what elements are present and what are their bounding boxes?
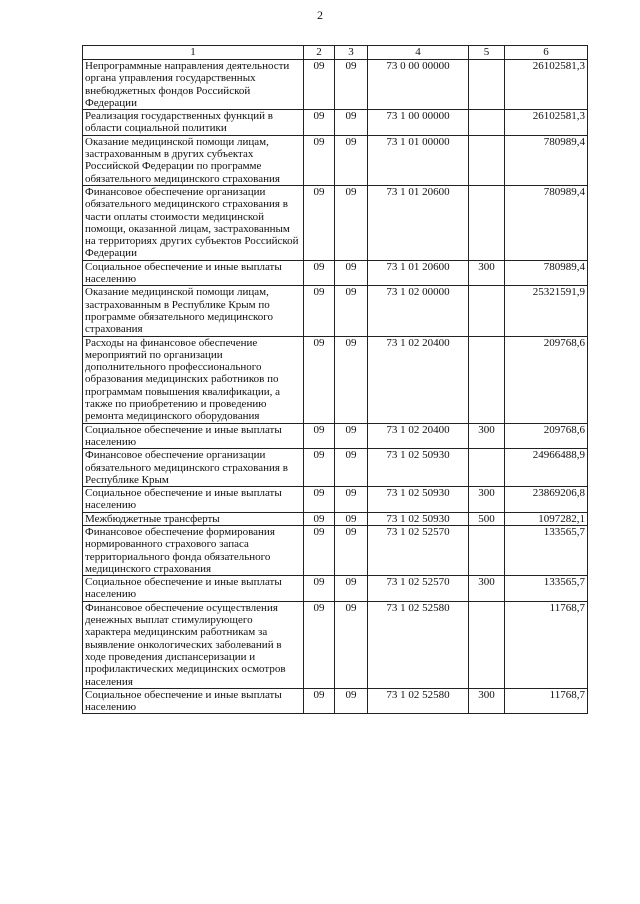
row-amount: 1097282,1 bbox=[505, 512, 588, 525]
row-amount: 209768,6 bbox=[505, 423, 588, 449]
row-col-2: 09 bbox=[304, 260, 335, 286]
header-col-3: 3 bbox=[335, 46, 368, 60]
row-col-2: 09 bbox=[304, 336, 335, 423]
row-col-3: 09 bbox=[335, 423, 368, 449]
row-col-3: 09 bbox=[335, 487, 368, 513]
row-col-4: 73 1 02 52570 bbox=[368, 576, 469, 602]
header-col-4: 4 bbox=[368, 46, 469, 60]
row-amount: 780989,4 bbox=[505, 260, 588, 286]
table-row bbox=[83, 286, 588, 336]
row-col-2: 09 bbox=[304, 601, 335, 688]
row-col-2: 09 bbox=[304, 135, 335, 185]
table-row bbox=[83, 135, 588, 185]
row-name: Непрограммные направления деятельности органа управления государственных внебюджетных фондов Российской Федерации bbox=[83, 60, 304, 110]
row-col-5 bbox=[469, 601, 505, 688]
table-row bbox=[83, 601, 588, 688]
row-col-5 bbox=[469, 525, 505, 575]
row-col-4: 73 1 02 20400 bbox=[368, 336, 469, 423]
row-col-2: 09 bbox=[304, 185, 335, 260]
table-row bbox=[83, 576, 588, 602]
table-row bbox=[83, 688, 588, 714]
row-col-3: 09 bbox=[335, 135, 368, 185]
header-col-2: 2 bbox=[304, 46, 335, 60]
row-col-4: 73 1 02 20400 bbox=[368, 423, 469, 449]
budget-table bbox=[82, 45, 588, 714]
row-col-3: 09 bbox=[335, 512, 368, 525]
row-amount: 133565,7 bbox=[505, 525, 588, 575]
row-col-3: 09 bbox=[335, 185, 368, 260]
row-col-5: 300 bbox=[469, 423, 505, 449]
row-name: Финансовое обеспечение формирования нормированного страхового запаса территориального фонда обязательного медицинского страхования bbox=[83, 525, 304, 575]
row-amount: 23869206,8 bbox=[505, 487, 588, 513]
row-col-2: 09 bbox=[304, 449, 335, 487]
row-col-2: 09 bbox=[304, 110, 335, 136]
row-col-3: 09 bbox=[335, 688, 368, 714]
row-col-4: 73 1 01 00000 bbox=[368, 135, 469, 185]
header-col-1: 1 bbox=[83, 46, 304, 60]
row-name: Социальное обеспечение и иные выплаты населению bbox=[83, 487, 304, 513]
row-col-4: 73 0 00 00000 bbox=[368, 60, 469, 110]
row-col-5 bbox=[469, 60, 505, 110]
row-col-3: 09 bbox=[335, 336, 368, 423]
table-row bbox=[83, 487, 588, 513]
row-name: Финансовое обеспечение осуществления денежных выплат стимулирующего характера медицинским работникам за выявление онкологических заболеваний в ходе проведения диспансеризации и профилактических медицинских осмотров населения bbox=[83, 601, 304, 688]
row-amount: 26102581,3 bbox=[505, 110, 588, 136]
row-col-4: 73 1 02 50930 bbox=[368, 449, 469, 487]
row-name: Оказание медицинской помощи лицам, застрахованным в других субъектах Российской Федерации по программе обязательного медицинского страхования bbox=[83, 135, 304, 185]
row-col-2: 09 bbox=[304, 286, 335, 336]
row-col-2: 09 bbox=[304, 525, 335, 575]
row-amount: 780989,4 bbox=[505, 185, 588, 260]
row-col-2: 09 bbox=[304, 423, 335, 449]
row-col-4: 73 1 00 00000 bbox=[368, 110, 469, 136]
table-row bbox=[83, 512, 588, 525]
header-col-5: 5 bbox=[469, 46, 505, 60]
row-amount: 133565,7 bbox=[505, 576, 588, 602]
row-name: Социальное обеспечение и иные выплаты населению bbox=[83, 260, 304, 286]
row-amount: 780989,4 bbox=[505, 135, 588, 185]
row-col-4: 73 1 02 52570 bbox=[368, 525, 469, 575]
row-col-5: 500 bbox=[469, 512, 505, 525]
row-col-5: 300 bbox=[469, 260, 505, 286]
row-col-2: 09 bbox=[304, 688, 335, 714]
row-col-4: 73 1 02 50930 bbox=[368, 512, 469, 525]
row-col-5: 300 bbox=[469, 487, 505, 513]
row-name: Расходы на финансовое обеспечение мероприятий по организации дополнительного профессионального образования медицинских работников по программам повышения квалификации, а также по приобретению и проведению ремонта медицинского оборудования bbox=[83, 336, 304, 423]
table-row bbox=[83, 110, 588, 136]
row-col-3: 09 bbox=[335, 286, 368, 336]
row-col-5 bbox=[469, 286, 505, 336]
row-col-2: 09 bbox=[304, 576, 335, 602]
row-col-4: 73 1 01 20600 bbox=[368, 260, 469, 286]
table-row bbox=[83, 525, 588, 575]
table-row bbox=[83, 449, 588, 487]
row-amount: 25321591,9 bbox=[505, 286, 588, 336]
row-col-3: 09 bbox=[335, 449, 368, 487]
header-row bbox=[83, 46, 588, 60]
row-col-3: 09 bbox=[335, 525, 368, 575]
row-col-5 bbox=[469, 185, 505, 260]
row-col-5: 300 bbox=[469, 576, 505, 602]
row-amount: 24966488,9 bbox=[505, 449, 588, 487]
row-name: Социальное обеспечение и иные выплаты населению bbox=[83, 423, 304, 449]
row-col-4: 73 1 02 52580 bbox=[368, 601, 469, 688]
page-number: 2 bbox=[317, 8, 323, 22]
row-col-4: 73 1 02 50930 bbox=[368, 487, 469, 513]
row-col-2: 09 bbox=[304, 487, 335, 513]
row-amount: 11768,7 bbox=[505, 688, 588, 714]
row-col-5 bbox=[469, 336, 505, 423]
row-col-5 bbox=[469, 110, 505, 136]
row-name: Социальное обеспечение и иные выплаты населению bbox=[83, 688, 304, 714]
row-col-2: 09 bbox=[304, 60, 335, 110]
row-amount: 26102581,3 bbox=[505, 60, 588, 110]
row-name: Финансовое обеспечение организации обязательного медицинского страхования в части оплаты стоимости медицинской помощи, оказанной лицам, застрахованным на территориях других субъектов Российской Федерации bbox=[83, 185, 304, 260]
row-amount: 11768,7 bbox=[505, 601, 588, 688]
row-col-3: 09 bbox=[335, 60, 368, 110]
row-col-4: 73 1 01 20600 bbox=[368, 185, 469, 260]
row-name: Межбюджетные трансферты bbox=[83, 512, 304, 525]
row-col-3: 09 bbox=[335, 110, 368, 136]
row-col-3: 09 bbox=[335, 576, 368, 602]
table-row bbox=[83, 336, 588, 423]
row-col-4: 73 1 02 00000 bbox=[368, 286, 469, 336]
row-col-2: 09 bbox=[304, 512, 335, 525]
row-col-3: 09 bbox=[335, 601, 368, 688]
row-col-3: 09 bbox=[335, 260, 368, 286]
table-row bbox=[83, 260, 588, 286]
table-row bbox=[83, 60, 588, 110]
row-col-5 bbox=[469, 135, 505, 185]
row-name: Оказание медицинской помощи лицам, застрахованным в Республике Крым по программе обязательного медицинского страхования bbox=[83, 286, 304, 336]
row-col-5: 300 bbox=[469, 688, 505, 714]
row-col-5 bbox=[469, 449, 505, 487]
row-col-4: 73 1 02 52580 bbox=[368, 688, 469, 714]
row-name: Финансовое обеспечение организации обязательного медицинского страхования в Республике Крым bbox=[83, 449, 304, 487]
row-name: Социальное обеспечение и иные выплаты населению bbox=[83, 576, 304, 602]
table-row bbox=[83, 423, 588, 449]
row-amount: 209768,6 bbox=[505, 336, 588, 423]
row-name: Реализация государственных функций в области социальной политики bbox=[83, 110, 304, 136]
table-row bbox=[83, 185, 588, 260]
header-col-6: 6 bbox=[505, 46, 588, 60]
